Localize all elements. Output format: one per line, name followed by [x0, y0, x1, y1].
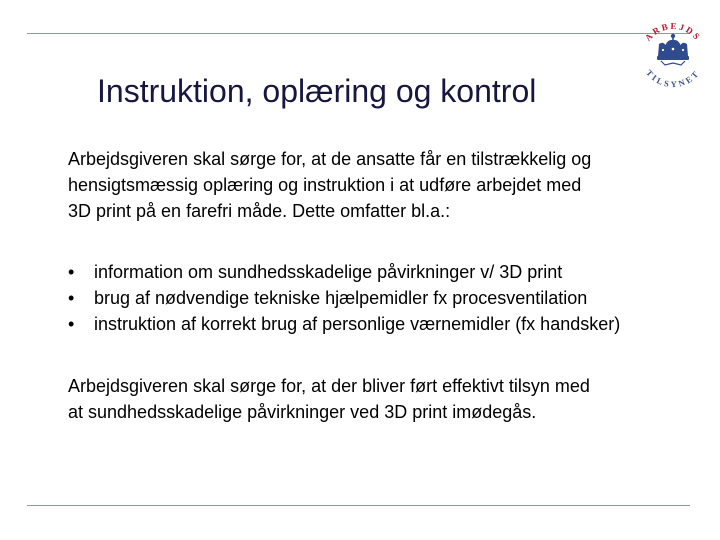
logo-bottom-text-path: TILSYNET	[644, 67, 702, 90]
bottom-divider	[27, 505, 690, 506]
closing-line: Arbejdsgiveren skal sørge for, at der bliver ført effektivt tilsyn med	[68, 376, 590, 396]
bullet-dot: •	[68, 288, 75, 308]
arbejdstilsynet-logo	[634, 14, 712, 94]
bullet-dot: •	[68, 314, 75, 334]
bullet-dot: •	[68, 262, 75, 282]
logo-top-text-path: ARBEJDS	[642, 20, 704, 43]
intro-paragraph	[68, 146, 591, 224]
logo-graphic	[634, 14, 712, 94]
bullet-item	[68, 311, 620, 337]
bullet-list	[68, 259, 620, 337]
bullet-text: brug af nødvendige tekniske hjælpemidler fx procesventilation	[94, 288, 588, 308]
bullet-item	[68, 285, 620, 311]
bullet-item	[68, 259, 620, 285]
closing-line: at sundhedsskadelige påvirkninger ved 3D print imødegås.	[68, 402, 537, 422]
top-divider	[27, 33, 690, 34]
intro-line: 3D print på en farefri måde. Dette omfatter bl.a.:	[68, 201, 451, 221]
bullet-text: information om sundhedsskadelige påvirkninger v/ 3D print	[94, 262, 563, 282]
logo-bottom-text	[644, 68, 702, 90]
slide-title: Instruktion, oplæring og kontrol	[97, 73, 537, 109]
crown-icon	[657, 34, 689, 65]
closing-paragraph	[68, 373, 590, 425]
intro-line: hensigtsmæssig oplæring og instruktion i at udføre arbejdet med	[68, 175, 582, 195]
bullet-text: instruktion af korrekt brug af personlige værnemidler (fx handsker)	[94, 314, 621, 334]
intro-line: Arbejdsgiveren skal sørge for, at de ansatte får en tilstrækkelig og	[68, 149, 592, 169]
